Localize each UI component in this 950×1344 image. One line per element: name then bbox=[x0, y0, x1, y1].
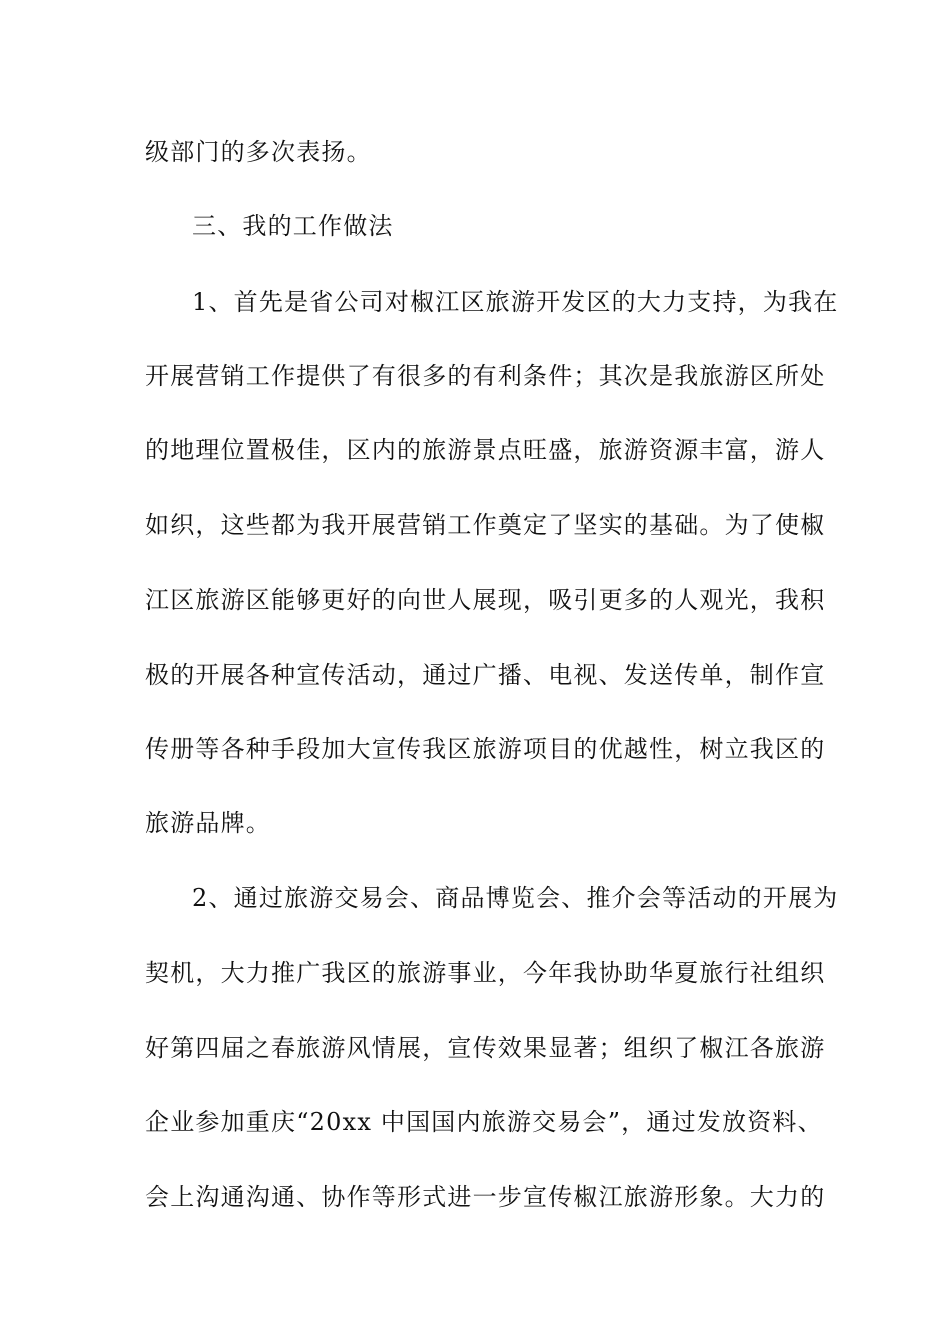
text-line: 好第四届之春旅游风情展，宣传效果显著；组织了椒江各旅游 bbox=[145, 1034, 826, 1062]
text-line: 旅游品牌。 bbox=[145, 809, 271, 837]
text-line: 江区旅游区能够更好的向世人展现，吸引更多的人观光，我积 bbox=[145, 586, 826, 614]
text-line: 契机，大力推广我区的旅游事业，今年我协助华夏旅行社组织 bbox=[145, 959, 826, 987]
text-line: 2、通过旅游交易会、商品博览会、推介会等活动的开展为 bbox=[192, 884, 839, 912]
text-line: 1、首先是省公司对椒江区旅游开发区的大力支持，为我在 bbox=[192, 288, 839, 316]
text-line: 的地理位置极佳，区内的旅游景点旺盛，旅游资源丰富，游人 bbox=[145, 436, 826, 464]
section-heading: 三、我的工作做法 bbox=[192, 212, 394, 240]
text-line: 会上沟通沟通、协作等形式进一步宣传椒江旅游形象。大力的 bbox=[145, 1183, 826, 1211]
text-line: 企业参加重庆“20xx 中国国内旅游交易会”，通过发放资料、 bbox=[145, 1108, 823, 1136]
text-line: 开展营销工作提供了有很多的有利条件；其次是我旅游区所处 bbox=[145, 362, 826, 390]
text-line: 极的开展各种宣传活动，通过广播、电视、发送传单，制作宣 bbox=[145, 661, 826, 689]
text-line: 级部门的多次表扬。 bbox=[145, 138, 372, 166]
text-line: 传册等各种手段加大宣传我区旅游项目的优越性，树立我区的 bbox=[145, 735, 826, 763]
text-line: 如织，这些都为我开展营销工作奠定了坚实的基础。为了使椒 bbox=[145, 511, 826, 539]
